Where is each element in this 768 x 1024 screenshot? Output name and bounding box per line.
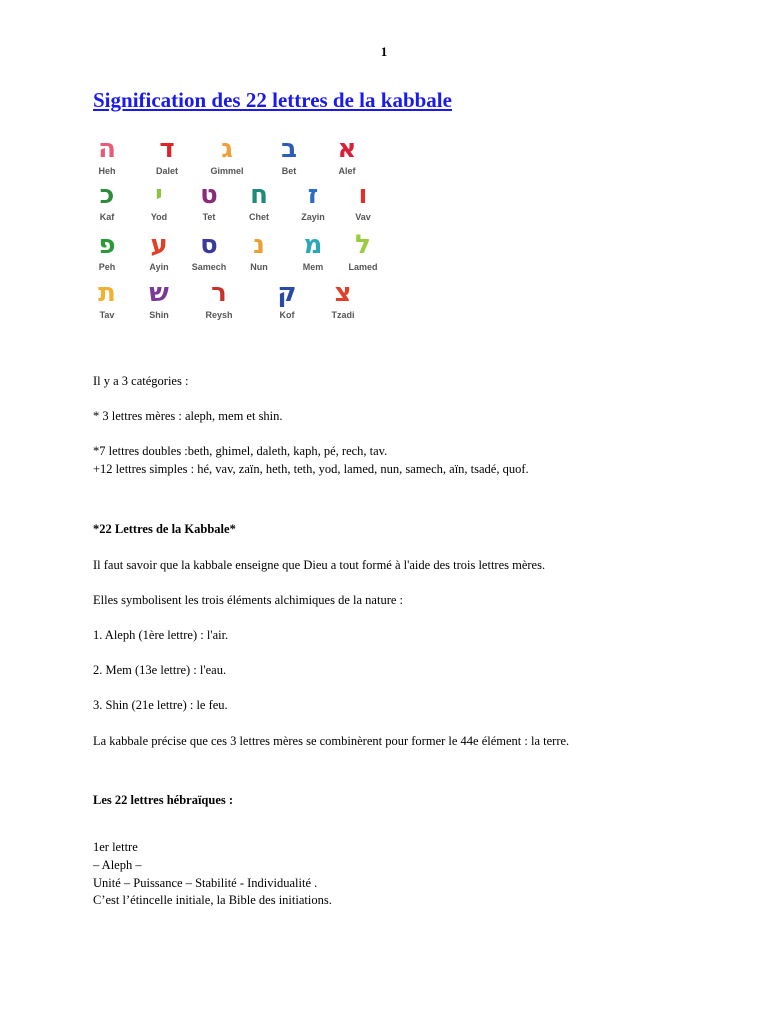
hebrew-letter-alef	[318, 134, 376, 177]
hebrew-letter-glyph: צ	[334, 278, 352, 308]
hebrew-letter-name: Bet	[281, 166, 297, 176]
hebrew-letter-glyph: ל	[355, 230, 371, 260]
hebrew-letter-dalet	[138, 134, 196, 177]
hebrew-letter-bet	[260, 134, 318, 177]
hebrew-letter-glyph: ה	[98, 134, 116, 164]
hebrew-letter-glyph: ט	[200, 180, 218, 210]
hebrew-letter-name: Tzadi	[331, 310, 355, 320]
hebrew-letter-reysh	[190, 278, 248, 321]
hebrew-letter-name: Gimmel	[210, 166, 244, 176]
entry-description: C’est l’étincelle initiale, la Bible des initiations.	[93, 893, 332, 907]
hebrew-letter-name: Mem	[302, 262, 324, 272]
hebrew-alphabet-chart	[90, 130, 384, 322]
section-heading: *22 Lettres de la Kabbale*	[93, 522, 236, 536]
hebrew-letter-name: Alef	[338, 166, 356, 176]
hebrew-letter-name: Nun	[250, 262, 268, 272]
hebrew-letter-name: Shin	[149, 310, 169, 320]
hebrew-letter-kaf	[78, 180, 136, 223]
hebrew-letter-glyph: ג	[221, 134, 233, 164]
hebrew-letter-glyph: ח	[250, 180, 268, 210]
hebrew-letter-name: Tet	[202, 212, 216, 222]
hebrew-letter-glyph: י	[155, 180, 163, 210]
hebrew-letter-name: Ayin	[149, 262, 169, 272]
paragraph-2: Elles symbolisent les trois éléments alchimiques de la nature :	[93, 593, 403, 607]
hebrew-letter-glyph: ק	[277, 278, 297, 308]
entry-qualities: Unité – Puissance – Stabilité - Individualité .	[93, 876, 318, 890]
hebrew-letter-kof	[258, 278, 316, 321]
hebrew-letter-name: Vav	[355, 212, 371, 222]
hebrew-letter-glyph: פ	[98, 230, 116, 260]
hebrew-letter-chet	[230, 180, 288, 223]
hebrew-letter-tzadi	[314, 278, 372, 321]
hebrew-letter-name: Yod	[150, 212, 168, 222]
hebrew-letter-name: Kof	[279, 310, 295, 320]
hebrew-letter-glyph: ס	[200, 230, 218, 260]
hebrew-letter-nun	[230, 230, 288, 273]
hebrew-letter-vav	[334, 180, 392, 223]
hebrew-letter-glyph: א	[337, 134, 357, 164]
hebrew-letter-name: Reysh	[205, 310, 233, 320]
hebrew-letter-glyph: כ	[99, 180, 115, 210]
double-letters-line: *7 lettres doubles :beth, ghimel, daleth, kaph, pé, rech, tav.	[93, 444, 388, 458]
element-item-3: 3. Shin (21e lettre) : le feu.	[93, 698, 228, 712]
hebrew-letter-tav	[78, 278, 136, 321]
hebrew-letter-glyph: ר	[211, 278, 227, 308]
simple-letters-line: +12 lettres simples : hé, vav, zaïn, heth, teth, yod, lamed, nun, samech, aïn, tsadé, quof.	[93, 462, 529, 476]
hebrew-letter-name: Dalet	[155, 166, 178, 176]
hebrew-letter-glyph: ת	[98, 278, 116, 308]
hebrew-letter-peh	[78, 230, 136, 273]
hebrew-letter-glyph: ו	[358, 180, 368, 210]
hebrew-letter-name: Zayin	[301, 212, 325, 222]
categories-intro: Il y a 3 catégories :	[93, 374, 189, 388]
hebrew-letter-name: Chet	[249, 212, 269, 222]
page-number: 1	[380, 44, 388, 59]
mother-letters-line: * 3 lettres mères : aleph, mem et shin.	[93, 409, 283, 423]
element-item-2: 2. Mem (13e lettre) : l'eau.	[93, 663, 227, 677]
page-title[interactable]: Signification des 22 lettres de la kabbale	[93, 88, 452, 112]
hebrew-letter-shin	[130, 278, 188, 321]
hebrew-letter-name: Lamed	[348, 262, 378, 272]
hebrew-letter-name: Peh	[98, 262, 116, 272]
hebrew-letter-name: Samech	[191, 262, 227, 272]
hebrew-letter-glyph: ז	[307, 180, 319, 210]
list-heading: Les 22 lettres hébraïques :	[93, 793, 234, 807]
hebrew-letter-glyph: ש	[149, 278, 169, 308]
hebrew-letter-lamed	[334, 230, 392, 273]
hebrew-letter-name: Kaf	[99, 212, 115, 222]
paragraph-1: Il faut savoir que la kabbale enseigne que Dieu a tout formé à l'aide des trois lettres mères.	[93, 558, 546, 572]
hebrew-letter-glyph: ב	[281, 134, 297, 164]
entry-number: 1er lettre	[93, 840, 138, 854]
hebrew-letter-gimmel	[198, 134, 256, 177]
hebrew-letter-glyph: ע	[150, 230, 168, 260]
paragraph-3: La kabbale précise que ces 3 lettres mères se combinèrent pour former le 44e élément : la terre.	[93, 734, 570, 748]
element-item-1: 1. Aleph (1ère lettre) : l'air.	[93, 628, 229, 642]
hebrew-letter-glyph: ד	[159, 134, 175, 164]
hebrew-letter-glyph: נ	[253, 230, 265, 260]
entry-name: – Aleph –	[93, 858, 142, 872]
hebrew-letter-name: Heh	[98, 166, 116, 176]
hebrew-letter-heh	[78, 134, 136, 177]
hebrew-letter-glyph: מ	[303, 230, 323, 260]
hebrew-letter-name: Tav	[99, 310, 115, 320]
